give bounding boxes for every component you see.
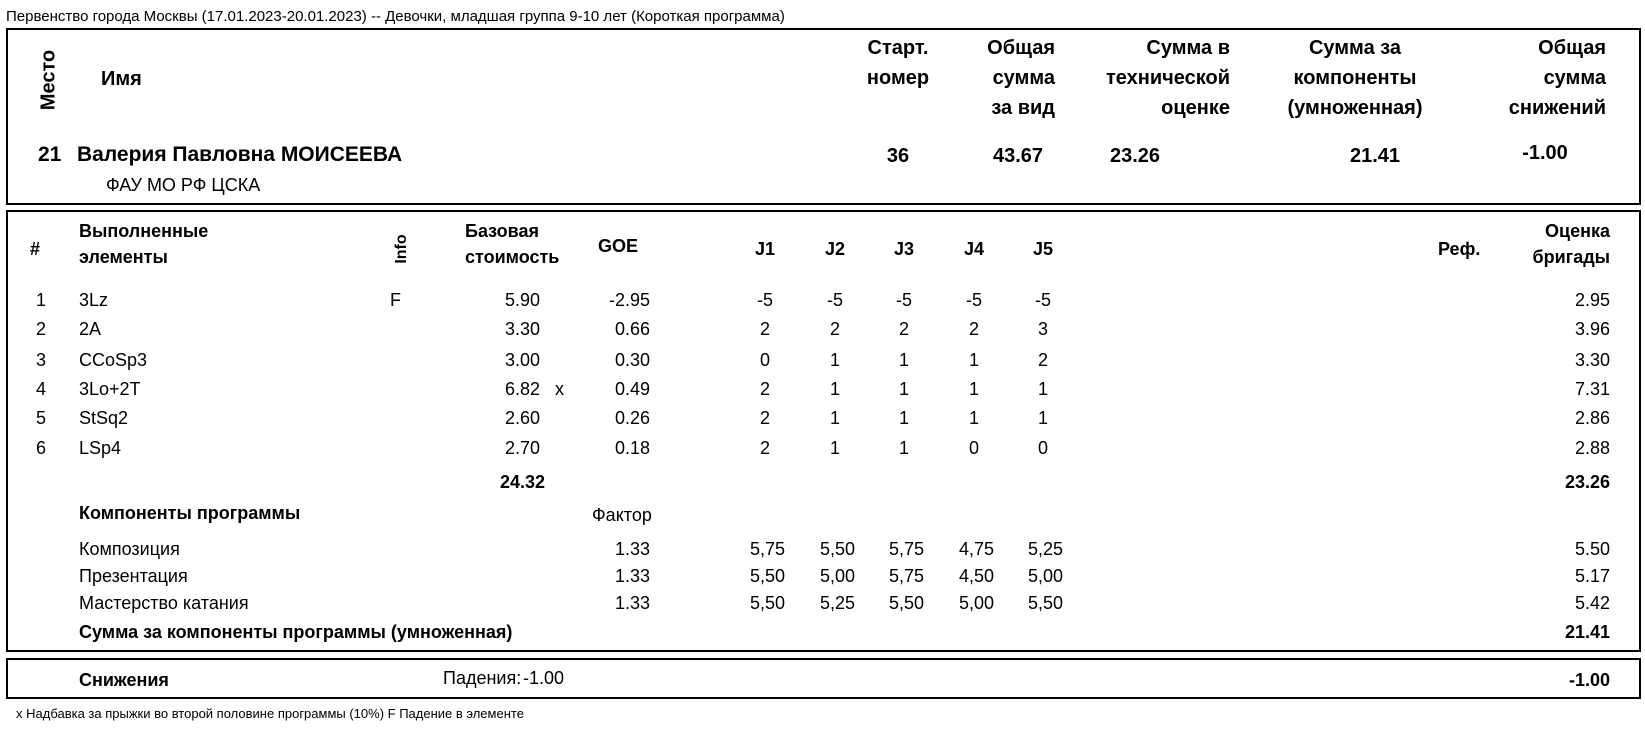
elements-total: 23.26 xyxy=(1564,472,1610,492)
element-panel-score: 3.30 xyxy=(1574,350,1610,370)
component-j3: 5,50 xyxy=(888,593,925,613)
component-j1: 5,75 xyxy=(749,539,786,559)
element-name: 3Lz xyxy=(79,290,109,310)
skater-total-score: 43.67 xyxy=(992,145,1044,167)
element-goe: 0.66 xyxy=(614,319,650,339)
goe-header: GOE xyxy=(598,236,639,256)
element-panel-score: 2.95 xyxy=(1574,290,1610,310)
element-goe: 0.30 xyxy=(614,350,650,370)
element-base-value: 2.60 xyxy=(504,408,540,428)
factor-header: Фактор xyxy=(592,505,652,525)
element-j5: -5 xyxy=(1034,290,1051,310)
pcs-header: Сумма за компоненты (умноженная) xyxy=(1287,37,1423,119)
element-j4: 1 xyxy=(968,408,979,428)
component-j1: 5,50 xyxy=(749,593,786,613)
component-score: 5.42 xyxy=(1574,593,1610,613)
footnote: x Надбавка за прыжки во второй половине программы (10%) F Падение в элементе xyxy=(16,706,524,721)
element-j2: -5 xyxy=(826,290,843,310)
element-j2: 1 xyxy=(829,379,840,399)
element-num: 1 xyxy=(36,290,47,310)
element-j3: 1 xyxy=(898,350,909,370)
element-j4: -5 xyxy=(965,290,982,310)
skater-tes: 23.26 xyxy=(1109,145,1161,167)
element-j5: 1 xyxy=(1037,408,1048,428)
judge-header-j3: J3 xyxy=(893,239,915,259)
element-j1: 2 xyxy=(759,379,770,399)
element-bonus-mark: x xyxy=(555,379,564,399)
element-info: F xyxy=(390,290,401,310)
component-j5: 5,00 xyxy=(1027,566,1064,586)
skater-place: 21 xyxy=(38,143,62,166)
components-total: 21.41 xyxy=(1564,622,1610,642)
element-name: 3Lo+2T xyxy=(79,379,141,399)
component-factor: 1.33 xyxy=(614,566,650,586)
element-goe: 0.26 xyxy=(614,408,650,428)
element-j3: 1 xyxy=(898,408,909,428)
element-j4: 1 xyxy=(968,350,979,370)
element-j4: 1 xyxy=(968,379,979,399)
component-name: Презентация xyxy=(79,566,188,586)
element-j3: 1 xyxy=(898,379,909,399)
skater-name: Валерия Павловна МОИСЕЕВА xyxy=(77,143,403,166)
element-panel-score: 2.88 xyxy=(1574,438,1610,458)
component-factor: 1.33 xyxy=(614,593,650,613)
component-name: Композиция xyxy=(79,539,180,559)
element-j1: 2 xyxy=(759,408,770,428)
component-j5: 5,25 xyxy=(1027,539,1064,559)
skater-club: ФАУ МО РФ ЦСКА xyxy=(106,175,261,195)
total-score-header: Общая сумма за вид xyxy=(987,37,1055,119)
element-j1: 2 xyxy=(759,319,770,339)
base-value-total: 24.32 xyxy=(499,472,545,492)
skater-start-number: 36 xyxy=(886,145,910,167)
num-header: # xyxy=(30,239,41,259)
element-j2: 1 xyxy=(829,350,840,370)
judge-header-j2: J2 xyxy=(824,239,846,259)
element-name: StSq2 xyxy=(79,408,129,428)
component-j2: 5,25 xyxy=(819,593,856,613)
place-header: Место xyxy=(37,49,60,111)
component-j4: 4,75 xyxy=(958,539,995,559)
component-name: Мастерство катания xyxy=(79,593,249,613)
element-j5: 0 xyxy=(1037,438,1048,458)
component-j2: 5,50 xyxy=(819,539,856,559)
deductions-total: -1.00 xyxy=(1568,670,1610,690)
element-goe: 0.49 xyxy=(614,379,650,399)
component-factor: 1.33 xyxy=(614,539,650,559)
panel-score-header: Оценка бригады xyxy=(1532,221,1610,267)
element-j1: -5 xyxy=(756,290,773,310)
skater-deductions: -1.00 xyxy=(1522,142,1568,164)
deductions-header: Общая сумма снижений xyxy=(1508,37,1606,119)
element-panel-score: 3.96 xyxy=(1574,319,1610,339)
element-base-value: 6.82 xyxy=(504,379,540,399)
start-number-header: Старт. номер xyxy=(866,37,930,89)
component-score: 5.50 xyxy=(1574,539,1610,559)
base-value-header: Базовая стоимость xyxy=(465,221,560,267)
element-num: 5 xyxy=(36,408,47,428)
name-header: Имя xyxy=(101,68,142,90)
deductions-box xyxy=(6,658,1641,699)
element-num: 4 xyxy=(36,379,47,399)
element-j2: 1 xyxy=(829,408,840,428)
components-title: Компоненты программы xyxy=(79,503,301,523)
judge-header-j1: J1 xyxy=(754,239,776,259)
element-name: 2A xyxy=(79,319,102,339)
component-j4: 5,00 xyxy=(958,593,995,613)
element-name: CCoSp3 xyxy=(79,350,148,370)
element-j3: 1 xyxy=(898,438,909,458)
component-j3: 5,75 xyxy=(888,566,925,586)
falls-value: -1.00 xyxy=(523,668,565,688)
element-j5: 2 xyxy=(1037,350,1048,370)
element-j3: -5 xyxy=(895,290,912,310)
component-j3: 5,75 xyxy=(888,539,925,559)
element-j2: 2 xyxy=(829,319,840,339)
element-j5: 1 xyxy=(1037,379,1048,399)
info-header: Info xyxy=(393,234,410,264)
element-base-value: 3.30 xyxy=(504,319,540,339)
falls-label: Падения: xyxy=(443,668,522,688)
component-score: 5.17 xyxy=(1574,566,1610,586)
element-j2: 1 xyxy=(829,438,840,458)
element-j3: 2 xyxy=(898,319,909,339)
component-j1: 5,50 xyxy=(749,566,786,586)
element-j1: 2 xyxy=(759,438,770,458)
element-num: 6 xyxy=(36,438,47,458)
element-num: 3 xyxy=(36,350,47,370)
element-base-value: 2.70 xyxy=(504,438,540,458)
element-base-value: 5.90 xyxy=(504,290,540,310)
element-goe: 0.18 xyxy=(614,438,650,458)
element-goe: -2.95 xyxy=(608,290,650,310)
skater-pcs: 21.41 xyxy=(1349,145,1401,167)
element-j1: 0 xyxy=(759,350,770,370)
element-base-value: 3.00 xyxy=(504,350,540,370)
component-j4: 4,50 xyxy=(958,566,995,586)
element-panel-score: 2.86 xyxy=(1574,408,1610,428)
elements-header: Выполненные элементы xyxy=(79,221,209,267)
deductions-label: Снижения xyxy=(79,670,169,690)
element-num: 2 xyxy=(36,319,47,339)
judge-header-j5: J5 xyxy=(1032,239,1054,259)
element-j4: 0 xyxy=(968,438,979,458)
component-j5: 5,50 xyxy=(1027,593,1064,613)
tes-header: Сумма в технической оценке xyxy=(1105,37,1230,119)
element-j5: 3 xyxy=(1037,319,1048,339)
referee-header: Реф. xyxy=(1438,239,1481,259)
judge-header-j4: J4 xyxy=(963,239,985,259)
component-j2: 5,00 xyxy=(819,566,856,586)
element-j4: 2 xyxy=(968,319,979,339)
element-name: LSp4 xyxy=(79,438,122,458)
page-title: Первенство города Москвы (17.01.2023-20.01.2023) -- Девочки, младшая группа 9-10 лет (Короткая программа) xyxy=(6,8,785,25)
components-total-label: Сумма за компоненты программы (умноженная) xyxy=(79,622,513,642)
element-panel-score: 7.31 xyxy=(1574,379,1610,399)
